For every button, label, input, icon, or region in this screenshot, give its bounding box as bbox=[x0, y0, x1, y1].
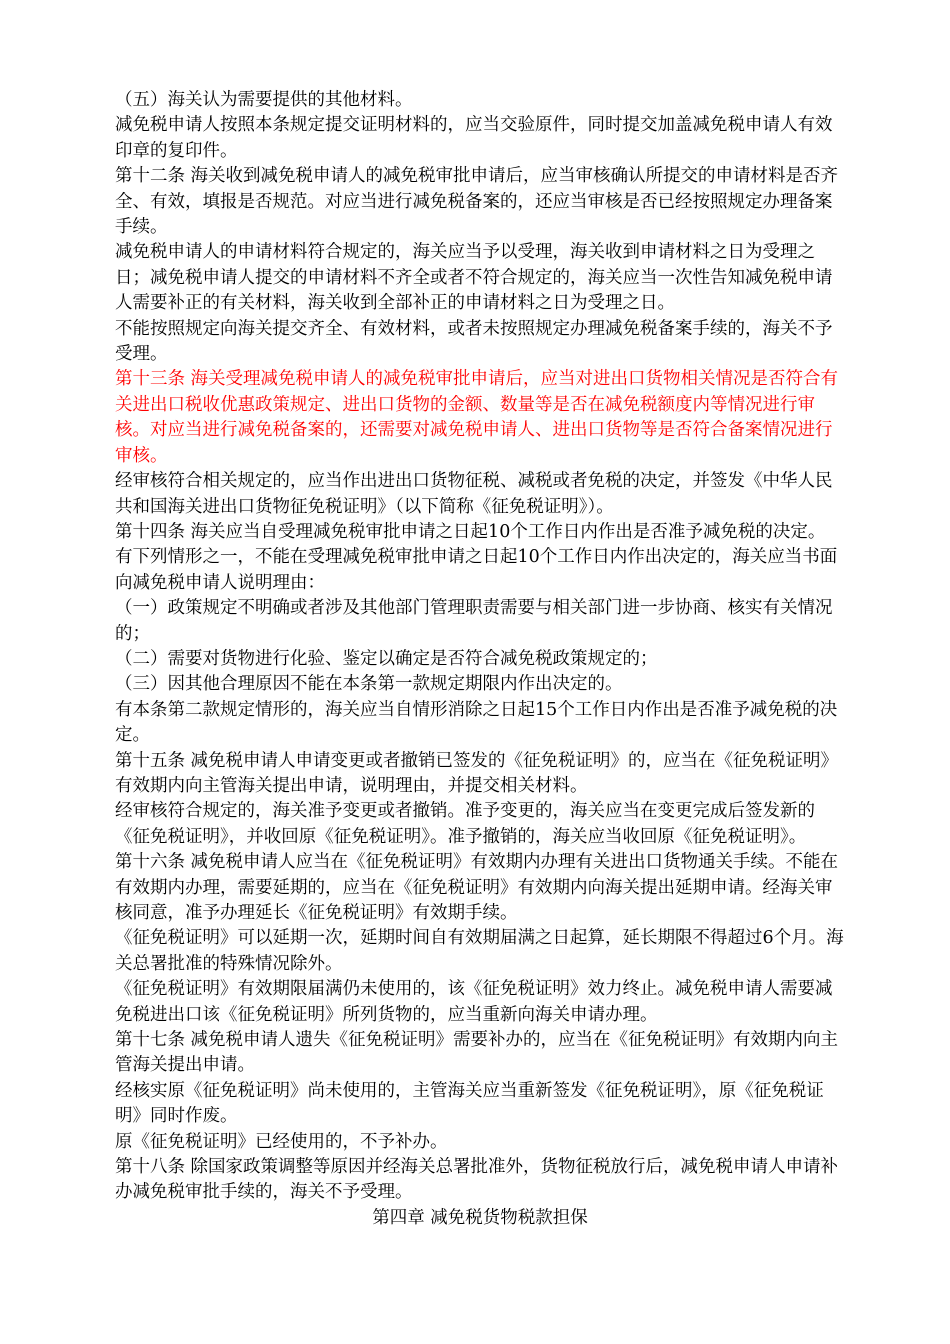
article-13-highlighted: 第十三条 海关受理减免税申请人的减免税审批申请后，应当对进出口货物相关情况是否符合有关进出口税收优惠政策规定、进出口货物的金额、数量等是否在减免税额度内等情况进行审核。对应当进行减免税备案的，还需要对减免税申请人、进出口货物等是否符合备案情况进行审核。 bbox=[115, 369, 839, 466]
paragraph-certified-copies: 减免税申请人按照本条规定提交证明材料的，应当交验原件，同时提交加盖减免税申请人有效印章的复印件。 bbox=[115, 115, 833, 161]
paragraph-exceptions-intro: 有下列情形之一，不能在受理减免税审批申请之日起10个工作日内作出决定的，海关应当书面向减免税申请人说明理由： bbox=[115, 547, 838, 593]
paragraph-reissue: 经核实原《征免税证明》尚未使用的，主管海关应当重新签发《征免税证明》，原《征免税证明》同时作废。 bbox=[115, 1080, 824, 1127]
article-14: 第十四条 海关应当自受理减免税审批申请之日起10个工作日内作出是否准予减免税的决定。 bbox=[115, 521, 826, 542]
article-18: 第十八条 除国家政策调整等原因并经海关总署批准外，货物征税放行后，减免税申请人申请补办减免税审批手续的，海关不予受理。 bbox=[115, 1157, 839, 1203]
chapter-heading: 第四章 减免税货物税款担保 bbox=[372, 1207, 588, 1228]
paragraph-change-revoke: 经审核符合规定的，海关准予变更或者撤销。准予变更的，海关应当在变更完成后签发新的《征免税证明》，并收回原《征免税证明》。准予撤销的，海关应当收回原《征免税证明》。 bbox=[115, 801, 815, 847]
paragraph-item-5: （五）海关认为需要提供的其他材料。 bbox=[115, 90, 413, 110]
article-16: 第十六条 减免税申请人应当在《征免税证明》有效期内办理有关进出口货物通关手续。不能在有效期内办理，需要延期的，应当在《征免税证明》有效期内向海关提出延期申请。经海关审核同意，准予办理延长《征免税证明》有效期手续。 bbox=[115, 852, 839, 923]
paragraph-acceptance: 减免税申请人的申请材料符合规定的，海关应当予以受理，海关收到申请材料之日为受理之日；减免税申请人提交的申请材料不齐全或者不符合规定的，海关应当一次性告知减免税申请人需要补正的有关材料，海关收到全部补正的申请材料之日为受理之日。 bbox=[115, 242, 833, 314]
paragraph-extension: 《征免税证明》可以延期一次，延期时间自有效期届满之日起算，延长期限不得超过6个月。海关总署批准的特殊情况除外。 bbox=[115, 928, 844, 974]
paragraph-expiry: 《征免税证明》有效期限届满仍未使用的，该《征免税证明》效力终止。减免税申请人需要减免税进出口该《征免税证明》所列货物的，应当重新向海关申请办理。 bbox=[115, 979, 833, 1025]
article-17: 第十七条 减免税申请人遗失《征免税证明》需要补办的，应当在《征免税证明》有效期内向主管海关提出申请。 bbox=[115, 1030, 839, 1076]
document-body bbox=[115, 88, 845, 1231]
paragraph-exception-2: （二）需要对货物进行化验、鉴定以确定是否符合减免税政策规定的； bbox=[115, 648, 658, 669]
article-12: 第十二条 海关收到减免税申请人的减免税审批申请后，应当审核确认所提交的申请材料是否齐全、有效，填报是否规范。对应当进行减免税备案的，还应当审核是否已经按照规定办理备案手续。 bbox=[115, 166, 839, 238]
paragraph-not-accepted: 不能按照规定向海关提交齐全、有效材料，或者未按照规定办理减免税备案手续的，海关不予受理。 bbox=[115, 318, 833, 365]
paragraph-exception-1: （一）政策规定不明确或者涉及其他部门管理职责需要与相关部门进一步协商、核实有关情况的； bbox=[115, 598, 833, 644]
paragraph-certificate-issuance: 经审核符合相关规定的，应当作出进出口货物征税、减税或者免税的决定，并签发《中华人民共和国海关进出口货物征免税证明》（以下简称《征免税证明》）。 bbox=[115, 471, 833, 517]
article-15: 第十五条 减免税申请人申请变更或者撤销已签发的《征免税证明》的，应当在《征免税证明》有效期内向主管海关提出申请，说明理由，并提交相关材料。 bbox=[115, 750, 839, 796]
paragraph-no-reissue: 原《征免税证明》已经使用的，不予补办。 bbox=[115, 1131, 448, 1152]
paragraph-15-day-rule: 有本条第二款规定情形的，海关应当自情形消除之日起15个工作日内作出是否准予减免税的决定。 bbox=[115, 699, 838, 746]
paragraph-exception-3: （三）因其他合理原因不能在本条第一款规定期限内作出决定的。 bbox=[115, 674, 623, 695]
